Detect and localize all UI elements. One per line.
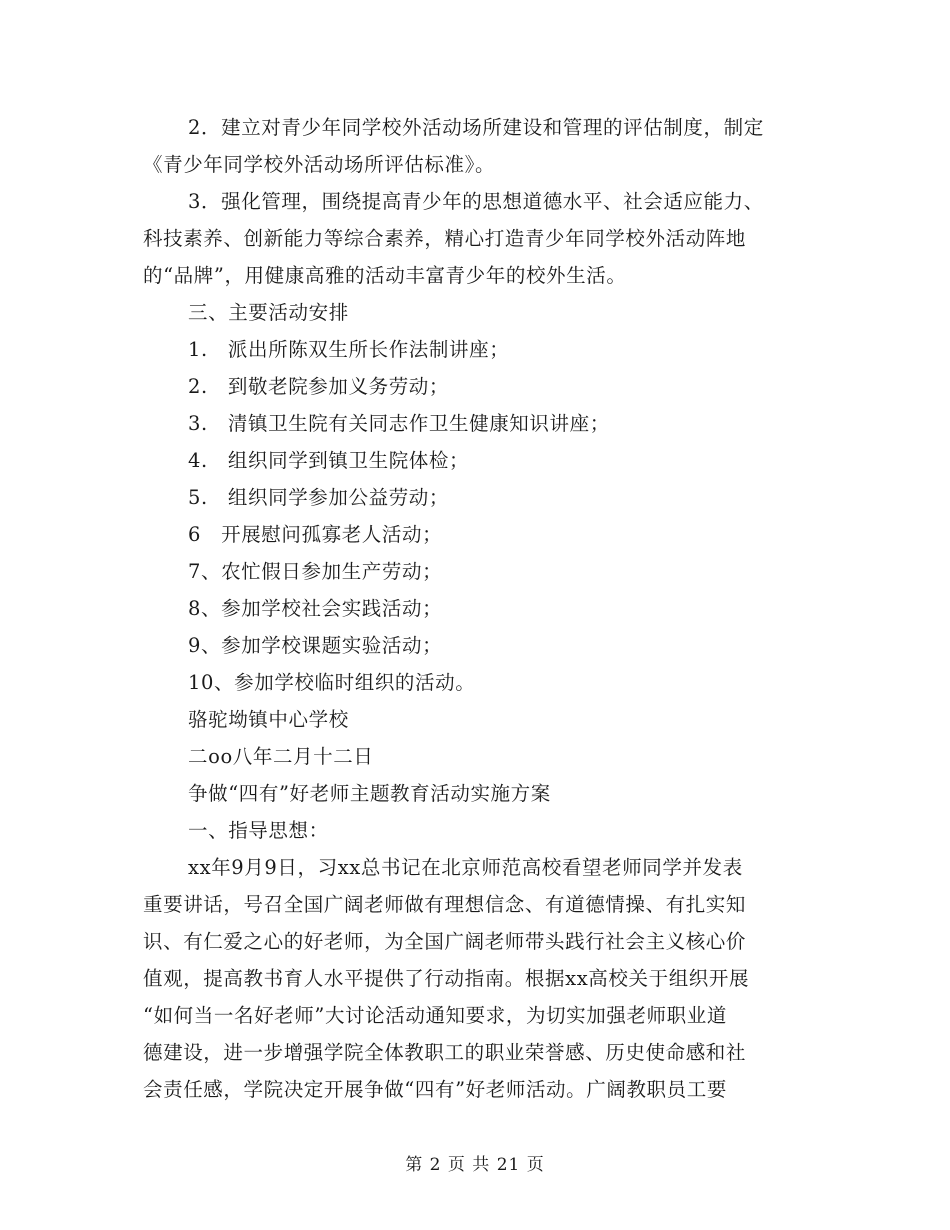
list-item: 2. 到敬老院参加义务劳动； [188, 375, 450, 398]
list-item: 7、农忙假日参加生产劳动； [188, 560, 443, 583]
signature-date: 二oo八年二月十二日 [188, 745, 374, 768]
text-line: 重要讲话，号召全国广阔老师做有理想信念、有道德情操、有扎实知 [143, 893, 747, 916]
section-heading: 三、主要活动安排 [188, 301, 349, 324]
list-item: 5. 组织同学参加公益劳动； [188, 486, 450, 509]
text-line: xx年9月9日，习xx总书记在北京师范高校看望老师同学并发表 [188, 856, 743, 879]
text-line: 3．强化管理，围绕提高青少年的思想道德水平、社会适应能力、 [188, 190, 764, 213]
list-item: 10、参加学校临时组织的活动。 [188, 671, 476, 694]
text-line: 2．建立对青少年同学校外活动场所建设和管理的评估制度，制定 [188, 116, 764, 139]
list-item: 6 开展慰问孤寡老人活动； [188, 523, 443, 546]
list-item: 3. 清镇卫生院有关同志作卫生健康知识讲座； [188, 412, 610, 435]
text-line: “如何当一名好老师”大讨论活动通知要求，为切实加强老师职业道 [143, 1004, 727, 1027]
list-item: 1. 派出所陈双生所长作法制讲座； [188, 338, 510, 361]
section-heading: 一、指导思想： [188, 819, 329, 842]
text-line: 德建设，进一步增强学院全体教职工的职业荣誉感、历史使命感和社 [143, 1041, 747, 1064]
document-title: 争做“四有”好老师主题教育活动实施方案 [188, 782, 551, 805]
list-item: 4. 组织同学到镇卫生院体检； [188, 449, 470, 472]
page-number: 第 2 页 共 21 页 [405, 1155, 545, 1175]
text-line: 识、有仁爱之心的好老师，为全国广阔老师带头践行社会主义核心价 [143, 930, 747, 953]
text-line: 会责任感，学院决定开展争做“四有”好老师活动。广阔教职员工要 [143, 1078, 727, 1101]
list-item: 8、参加学校社会实践活动； [188, 597, 443, 620]
list-item: 9、参加学校课题实验活动； [188, 634, 443, 657]
document-body [143, 109, 805, 1108]
text-line: 的“品牌”，用健康高雅的活动丰富青少年的校外生活。 [143, 264, 627, 287]
signature-org: 骆驼坳镇中心学校 [188, 708, 349, 731]
text-line: 《青少年同学校外活动场所评估标准》。 [143, 153, 496, 176]
text-line: 值观，提高教书育人水平提供了行动指南。根据xx高校关于组织开展 [143, 967, 750, 990]
text-line: 科技素养、创新能力等综合素养，精心打造青少年同学校外活动阵地 [143, 227, 747, 250]
